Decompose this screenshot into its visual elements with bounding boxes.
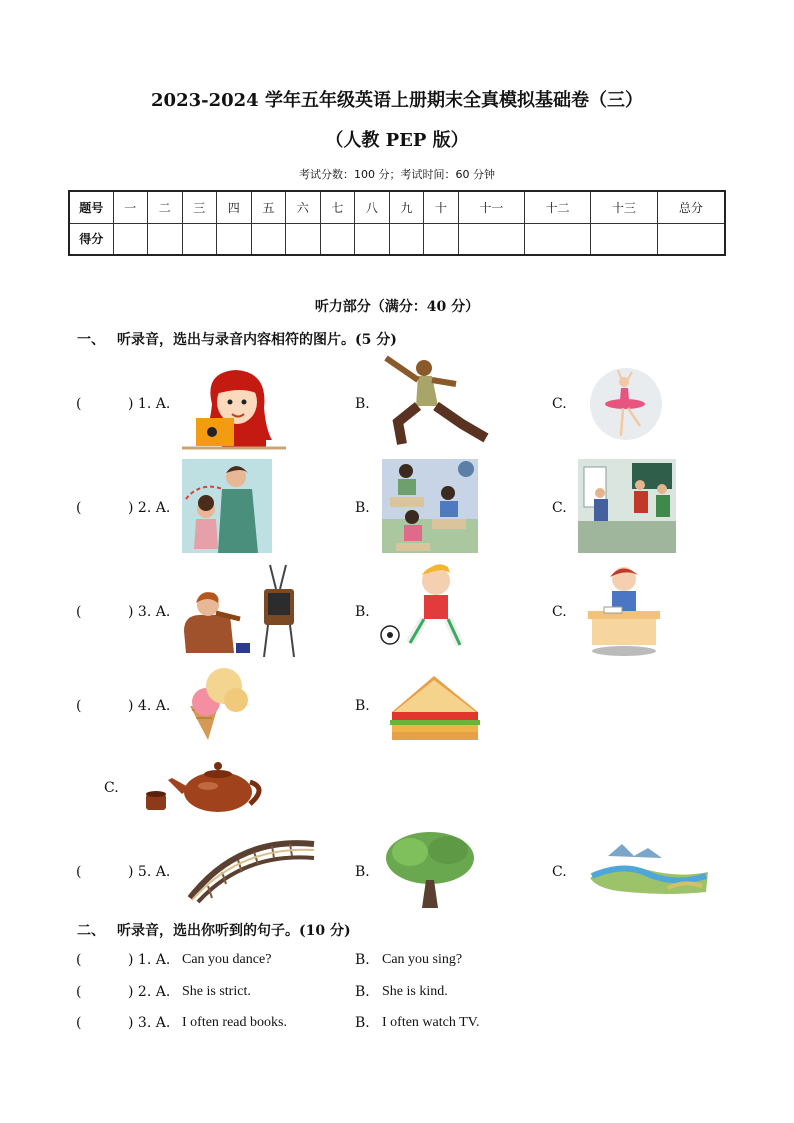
teapot-icon[interactable]	[146, 758, 268, 814]
score-cell[interactable]	[286, 223, 321, 255]
part2-instruction: 听录音，选出你听到的句子。(10 分)	[117, 923, 351, 939]
part2-heading	[77, 920, 351, 940]
question-label: ) 5. A.	[128, 864, 171, 880]
score-table-col: 三	[182, 191, 217, 223]
question-label: ) 3. A.	[128, 604, 171, 620]
score-table-col: 九	[389, 191, 424, 223]
score-table-header-row	[69, 191, 725, 223]
part2-number: 二、	[77, 923, 105, 939]
option-b-sentence: I often watch TV.	[382, 1015, 480, 1030]
score-table-score-row	[69, 223, 725, 255]
option-b-label: B.	[355, 864, 370, 880]
option-c-label: C.	[552, 500, 567, 516]
score-table-col: 六	[286, 191, 321, 223]
option-c-label: C.	[552, 864, 567, 880]
part1-number: 一、	[77, 332, 105, 348]
option-c-label: C.	[104, 780, 119, 796]
score-cell[interactable]	[591, 223, 657, 255]
answer-paren[interactable]: (	[76, 952, 82, 968]
option-b-label: B.	[355, 984, 370, 1000]
question-label: ) 1. A.	[128, 396, 171, 412]
score-cell[interactable]	[320, 223, 355, 255]
score-cell[interactable]	[182, 223, 217, 255]
score-table-col: 五	[251, 191, 286, 223]
option-b-label: B.	[355, 396, 370, 412]
score-table-col: 二	[148, 191, 183, 223]
cleaning-classroom-icon[interactable]	[578, 459, 676, 553]
answer-paren[interactable]: (	[76, 500, 82, 516]
bridge-icon[interactable]	[188, 836, 316, 904]
exam-info: 考试分数：100 分；考试时间：60 分钟	[299, 168, 495, 181]
option-b-label: B.	[355, 604, 370, 620]
answer-paren[interactable]: (	[76, 984, 82, 1000]
listening-section-title: 听力部分（满分：40 分）	[314, 299, 480, 315]
score-table-col: 十二	[525, 191, 591, 223]
option-b-sentence: She is kind.	[382, 984, 448, 999]
river-lake-icon[interactable]	[588, 842, 710, 898]
question-label: ) 3. A.	[128, 1015, 171, 1031]
score-cell[interactable]	[458, 223, 524, 255]
option-a-sentence: Can you dance?	[182, 952, 272, 967]
mother-daughter-icon[interactable]	[182, 459, 272, 553]
watching-tv-icon[interactable]	[182, 563, 296, 657]
question-label: ) 2. A.	[128, 500, 171, 516]
score-table-row-label: 得分	[69, 223, 113, 255]
answer-paren[interactable]: (	[76, 1015, 82, 1031]
option-b-label: B.	[355, 500, 370, 516]
classroom-icon[interactable]	[382, 459, 478, 553]
answer-paren[interactable]: (	[76, 396, 82, 412]
option-c-label: C.	[552, 396, 567, 412]
score-cell[interactable]	[251, 223, 286, 255]
score-cell[interactable]	[355, 223, 390, 255]
score-table-col: 八	[355, 191, 390, 223]
option-a-sentence: She is strict.	[182, 984, 251, 999]
score-table-col: 总分	[657, 191, 725, 223]
option-a-sentence: I often read books.	[182, 1015, 287, 1030]
doing-homework-icon[interactable]	[586, 563, 662, 657]
score-cell[interactable]	[148, 223, 183, 255]
score-table-col: 十三	[591, 191, 657, 223]
question-label: ) 2. A.	[128, 984, 171, 1000]
score-cell[interactable]	[217, 223, 252, 255]
score-cell[interactable]	[525, 223, 591, 255]
ice-cream-icon[interactable]	[184, 666, 250, 742]
score-table	[68, 190, 726, 256]
girl-reading-icon[interactable]	[182, 364, 286, 450]
ballet-dancer-icon[interactable]	[588, 366, 664, 442]
score-cell[interactable]	[389, 223, 424, 255]
option-c-label: C.	[552, 604, 567, 620]
playing-football-icon[interactable]	[380, 563, 476, 657]
answer-paren[interactable]: (	[76, 604, 82, 620]
answer-paren[interactable]: (	[76, 698, 82, 714]
score-table-row-label: 题号	[69, 191, 113, 223]
option-b-label: B.	[355, 698, 370, 714]
score-cell[interactable]	[113, 223, 148, 255]
score-table-col: 一	[113, 191, 148, 223]
score-cell[interactable]	[424, 223, 459, 255]
exam-title: 2023-2024 学年五年级英语上册期末全真模拟基础卷（三）	[151, 90, 643, 111]
answer-paren[interactable]: (	[76, 864, 82, 880]
question-label: ) 4. A.	[128, 698, 171, 714]
part1-heading	[77, 329, 397, 349]
tree-icon[interactable]	[382, 830, 476, 910]
option-b-sentence: Can you sing?	[382, 952, 463, 967]
sandwich-icon[interactable]	[388, 672, 482, 742]
score-table-col: 十	[424, 191, 459, 223]
score-table-col: 十一	[458, 191, 524, 223]
score-table-col: 七	[320, 191, 355, 223]
option-b-label: B.	[355, 952, 370, 968]
option-b-label: B.	[355, 1015, 370, 1031]
kung-fu-icon[interactable]	[382, 352, 492, 450]
score-table-col: 四	[217, 191, 252, 223]
part1-instruction: 听录音，选出与录音内容相符的图片。(5 分)	[117, 332, 397, 348]
exam-subtitle: （人教 PEP 版）	[325, 130, 469, 151]
score-cell[interactable]	[657, 223, 725, 255]
question-label: ) 1. A.	[128, 952, 171, 968]
